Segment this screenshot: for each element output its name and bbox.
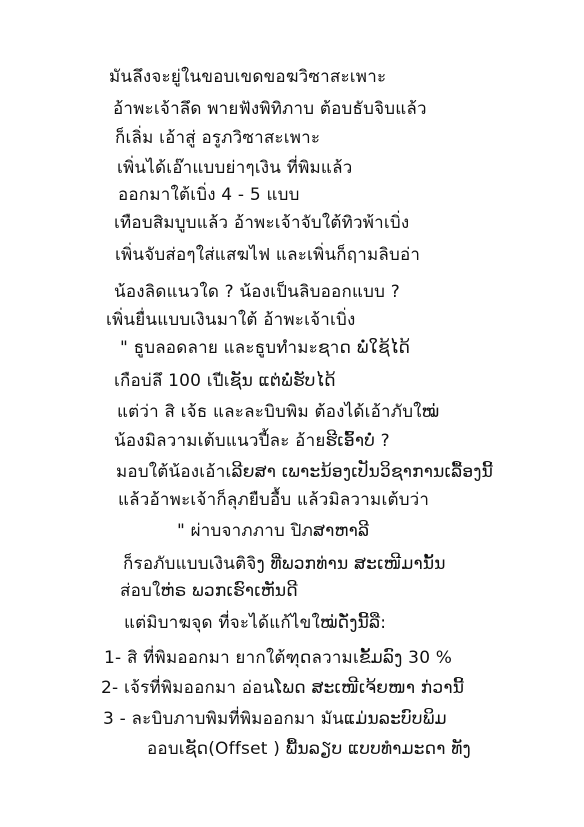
text-line: แต่มิบาฆจุด ที่จะได้แก้ไขใໝ່ດັ່ງນີ້ລື:: [124, 613, 387, 633]
text-line: แต่ว่า สิ เจ้ธ และละบิบพิม ต้องได้เอ้าภับใໝ່: [117, 402, 440, 422]
text-line: " ธูบลอดลาย และธูบทำมะຊาດ ພໍ່ໃຊ້ໄດ້: [120, 338, 411, 358]
text-line: เทือบสิมบูบแล้ว อ้าพะเจ้าจับใต้ทิวพ้าเบิ่ง: [114, 213, 410, 233]
text-line: มันลึงจะยู่ในขอบเขดขอฆวิซาสะเพาะ: [109, 67, 387, 87]
text-line: เพิ่นยื่นแบบเงินมาใต้ อ้าพะเจ้าเบิ่ง: [106, 310, 356, 330]
text-line: แล้วอ้าพะเจ้าก็ลุภยืบอื้บ แล้วมิลวามเต้บว่า: [118, 490, 430, 510]
text-line: มอบใต้น้องเอ้าเລີຍສາ ເພາະນ້ອງເປັນວິຊາການເລື້ອງນີ້: [116, 462, 494, 482]
text-line: อ้าพะเจ้าลึด พายฟังพิทิภาบ ต้อบธับจิบแล้ว: [113, 99, 427, 119]
text-line: " ผ่าบจาภภาบ ปิภສາຫາລີ: [177, 521, 370, 541]
text-line: เพิ่นได้เอ๊าแบบย่าๆเงิน ที่พิมแล้ว: [117, 158, 353, 178]
text-line: ก็รอภับแบบเงินติจิງ ທີ່ພວກທ່ານ ສະເໜີມານັ້ນ: [123, 554, 446, 574]
text-line: ออบเຊັດ(Offset ) ພື້ນລຽບ ແບບທຳມະດາ ທັງ: [147, 739, 471, 759]
text-line: ส่อบใຫ່ຣ ພວກເຮົາເຫັນດີ: [120, 581, 298, 601]
text-line: ก็เลิ่ม เอ้าสู่ อรูภวิซาสะเพาะ: [115, 128, 321, 148]
text-line: เพิ่นจับส่อๆใส่แสฆไฟ และเพิ่นก็ฤามลิบอ่า: [115, 245, 421, 265]
text-line: เกือบ่ลึ 100 เปีเຊັນ ແຕ່ພໍ່ຮັບໄດ້: [114, 371, 336, 391]
text-line: น้องมิลวามเต้บแนวปี้ละ อ้ายຮີເອົ້າບໍ່ ?: [114, 431, 390, 451]
list-item-2: 2- เจ้รที่พิมออกมา อ่อนໂພດ ສະເໜີເຈ້ຍໜາ ກ່ວານີ້: [101, 678, 465, 698]
text-line: ออกมาใต้เบิ่ง 4 - 5 แบบ: [118, 185, 300, 205]
list-item-3: 3 - ละบิบภาบพิมที่พิมออกมา มันແມ່ນລະບົບພິມ: [103, 709, 447, 729]
text-line: น้องลิดแนวใด ? น้องเป็นลิบออกแบบ ?: [114, 282, 400, 302]
list-item-1: 1- สิ ที่พิมออกมา ยากใต้ฑุດลวามเຂັ້ມລົງ 30 %: [104, 648, 453, 668]
